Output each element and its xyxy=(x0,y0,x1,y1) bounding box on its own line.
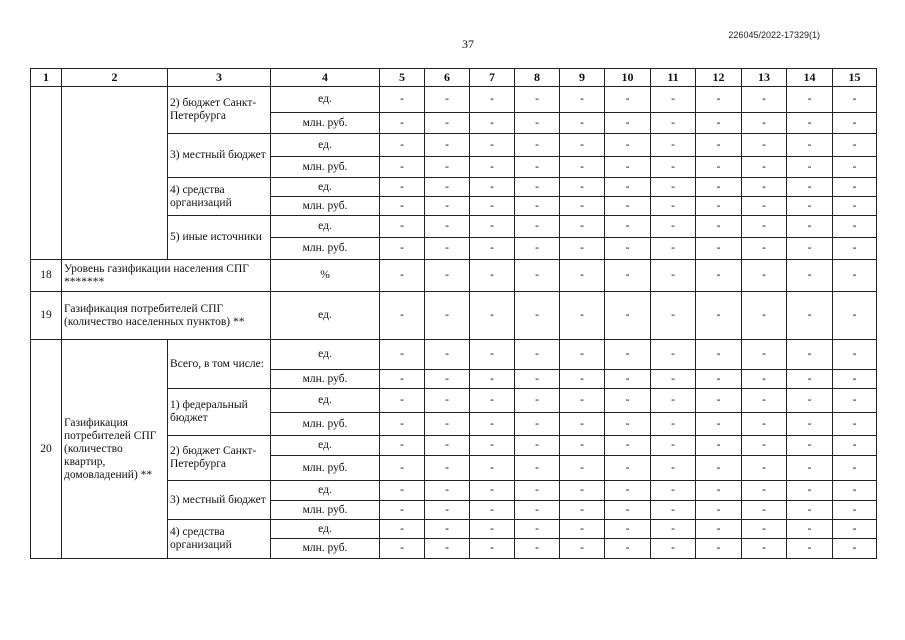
value-cell: - xyxy=(380,520,425,539)
value-cell: - xyxy=(787,340,833,370)
value-cell: - xyxy=(833,157,877,178)
value-cell: - xyxy=(833,413,877,436)
column-header: 13 xyxy=(742,69,787,87)
column-header: 2 xyxy=(62,69,168,87)
value-cell: - xyxy=(742,178,787,197)
value-cell: - xyxy=(560,481,605,501)
unit-cell: ед. xyxy=(271,520,380,539)
indicator-name-cell: Газификация потребителей СПГ (количество квартир, домовладений) ** xyxy=(62,340,168,559)
value-cell: - xyxy=(380,197,425,216)
value-cell: - xyxy=(515,113,560,134)
value-cell: - xyxy=(787,157,833,178)
column-header: 11 xyxy=(651,69,696,87)
value-cell: - xyxy=(787,370,833,389)
funding-source-label: 2) бюджет Санкт-Петербурга xyxy=(168,436,271,481)
value-cell: - xyxy=(560,87,605,113)
value-cell: - xyxy=(470,87,515,113)
value-cell: - xyxy=(560,340,605,370)
value-cell: - xyxy=(425,456,470,481)
value-cell: - xyxy=(742,501,787,520)
value-cell: - xyxy=(787,501,833,520)
value-cell: - xyxy=(515,370,560,389)
value-cell: - xyxy=(560,292,605,340)
column-header: 4 xyxy=(271,69,380,87)
page-number: 37 xyxy=(462,37,474,51)
value-cell: - xyxy=(742,87,787,113)
value-cell: - xyxy=(605,134,651,157)
value-cell: - xyxy=(515,197,560,216)
value-cell: - xyxy=(833,389,877,413)
value-cell: - xyxy=(515,456,560,481)
value-cell: - xyxy=(605,481,651,501)
value-cell: - xyxy=(605,501,651,520)
value-cell: - xyxy=(560,197,605,216)
value-cell: - xyxy=(833,113,877,134)
value-cell: - xyxy=(833,370,877,389)
table-row xyxy=(31,260,877,292)
value-cell: - xyxy=(742,197,787,216)
value-cell: - xyxy=(696,260,742,292)
value-cell: - xyxy=(380,134,425,157)
value-cell: - xyxy=(742,436,787,456)
unit-cell: ед. xyxy=(271,178,380,197)
column-header: 1 xyxy=(31,69,62,87)
column-header: 15 xyxy=(833,69,877,87)
value-cell: - xyxy=(651,216,696,238)
value-cell: - xyxy=(651,436,696,456)
value-cell: - xyxy=(833,539,877,559)
value-cell: - xyxy=(515,292,560,340)
value-cell: - xyxy=(787,87,833,113)
value-cell: - xyxy=(787,134,833,157)
value-cell: - xyxy=(515,413,560,436)
unit-cell: млн. руб. xyxy=(271,456,380,481)
value-cell: - xyxy=(470,436,515,456)
value-cell: - xyxy=(470,413,515,436)
value-cell: - xyxy=(696,238,742,260)
funding-source-label: 2) бюджет Санкт-Петербурга xyxy=(168,87,271,134)
value-cell: - xyxy=(560,157,605,178)
unit-cell: млн. руб. xyxy=(271,413,380,436)
value-cell: - xyxy=(787,238,833,260)
value-cell: - xyxy=(425,113,470,134)
unit-cell: млн. руб. xyxy=(271,238,380,260)
value-cell: - xyxy=(470,216,515,238)
value-cell: - xyxy=(696,113,742,134)
value-cell: - xyxy=(742,216,787,238)
value-cell: - xyxy=(787,178,833,197)
value-cell: - xyxy=(696,436,742,456)
value-cell: - xyxy=(515,539,560,559)
value-cell: - xyxy=(470,197,515,216)
value-cell: - xyxy=(380,370,425,389)
value-cell: - xyxy=(787,197,833,216)
funding-source-label: 3) местный бюджет xyxy=(168,481,271,520)
value-cell: - xyxy=(470,113,515,134)
value-cell: - xyxy=(560,520,605,539)
indicator-name-cell: Газификация потребителей СПГ (количество населенных пунктов) ** xyxy=(62,292,271,340)
value-cell: - xyxy=(425,197,470,216)
value-cell: - xyxy=(742,113,787,134)
value-cell: - xyxy=(425,260,470,292)
value-cell: - xyxy=(515,389,560,413)
value-cell: - xyxy=(696,413,742,436)
unit-cell: ед. xyxy=(271,481,380,501)
value-cell: - xyxy=(560,389,605,413)
value-cell: - xyxy=(696,539,742,559)
value-cell: - xyxy=(833,87,877,113)
value-cell: - xyxy=(605,413,651,436)
value-cell: - xyxy=(470,481,515,501)
funding-source-label: 4) средства организаций xyxy=(168,178,271,216)
value-cell: - xyxy=(380,87,425,113)
value-cell: - xyxy=(380,157,425,178)
column-header: 3 xyxy=(168,69,271,87)
value-cell: - xyxy=(380,178,425,197)
value-cell: - xyxy=(560,134,605,157)
value-cell: - xyxy=(560,413,605,436)
value-cell: - xyxy=(605,292,651,340)
value-cell: - xyxy=(560,113,605,134)
value-cell: - xyxy=(560,216,605,238)
value-cell: - xyxy=(651,520,696,539)
value-cell: - xyxy=(380,260,425,292)
value-cell: - xyxy=(470,157,515,178)
value-cell: - xyxy=(425,539,470,559)
document-code: 226045/2022-17329(1) xyxy=(728,30,820,40)
value-cell: - xyxy=(787,520,833,539)
value-cell: - xyxy=(651,539,696,559)
value-cell: - xyxy=(470,501,515,520)
funding-source-label: 1) федеральный бюджет xyxy=(168,389,271,436)
value-cell: - xyxy=(833,197,877,216)
value-cell: - xyxy=(651,481,696,501)
value-cell: - xyxy=(470,520,515,539)
value-cell: - xyxy=(425,157,470,178)
table-row xyxy=(31,292,877,340)
value-cell: - xyxy=(470,389,515,413)
value-cell: - xyxy=(560,436,605,456)
value-cell: - xyxy=(380,340,425,370)
value-cell: - xyxy=(515,178,560,197)
value-cell: - xyxy=(380,292,425,340)
value-cell: - xyxy=(380,413,425,436)
value-cell: - xyxy=(742,539,787,559)
value-cell: - xyxy=(696,157,742,178)
value-cell: - xyxy=(833,292,877,340)
unit-cell: ед. xyxy=(271,436,380,456)
value-cell: - xyxy=(833,456,877,481)
value-cell: - xyxy=(560,370,605,389)
value-cell: - xyxy=(605,370,651,389)
value-cell: - xyxy=(425,389,470,413)
value-cell: - xyxy=(470,178,515,197)
value-cell: - xyxy=(380,216,425,238)
value-cell: - xyxy=(425,178,470,197)
value-cell: - xyxy=(696,520,742,539)
value-cell: - xyxy=(605,238,651,260)
value-cell: - xyxy=(696,197,742,216)
value-cell: - xyxy=(651,389,696,413)
value-cell: - xyxy=(605,340,651,370)
value-cell: - xyxy=(380,389,425,413)
value-cell: - xyxy=(742,157,787,178)
value-cell: - xyxy=(742,456,787,481)
value-cell: - xyxy=(651,413,696,436)
funding-source-label: 3) местный бюджет xyxy=(168,134,271,178)
value-cell: - xyxy=(833,216,877,238)
value-cell: - xyxy=(833,481,877,501)
indicator-name-cell: Уровень газификации населения СПГ ******* xyxy=(62,260,271,292)
value-cell: - xyxy=(515,501,560,520)
value-cell: - xyxy=(651,113,696,134)
value-cell: - xyxy=(833,520,877,539)
row-number-cell: 20 xyxy=(31,340,62,559)
value-cell: - xyxy=(742,292,787,340)
value-cell: - xyxy=(470,539,515,559)
value-cell: - xyxy=(605,197,651,216)
table-row xyxy=(31,87,877,113)
value-cell: - xyxy=(470,292,515,340)
column-header: 10 xyxy=(605,69,651,87)
value-cell: - xyxy=(380,456,425,481)
value-cell: - xyxy=(651,340,696,370)
unit-cell: млн. руб. xyxy=(271,197,380,216)
funding-source-label: 5) иные источники xyxy=(168,216,271,260)
value-cell: - xyxy=(605,389,651,413)
value-cell: - xyxy=(605,260,651,292)
column-header: 12 xyxy=(696,69,742,87)
value-cell: - xyxy=(425,134,470,157)
value-cell: - xyxy=(696,216,742,238)
unit-cell: млн. руб. xyxy=(271,501,380,520)
value-cell: - xyxy=(742,134,787,157)
value-cell: - xyxy=(515,216,560,238)
value-cell: - xyxy=(380,113,425,134)
value-cell: - xyxy=(787,113,833,134)
value-cell: - xyxy=(560,501,605,520)
value-cell: - xyxy=(380,436,425,456)
value-cell: - xyxy=(425,481,470,501)
table-row xyxy=(31,340,877,370)
value-cell: - xyxy=(742,520,787,539)
value-cell: - xyxy=(696,87,742,113)
value-cell: - xyxy=(833,238,877,260)
value-cell: - xyxy=(651,292,696,340)
unit-cell: ед. xyxy=(271,340,380,370)
value-cell: - xyxy=(787,292,833,340)
unit-cell: млн. руб. xyxy=(271,157,380,178)
value-cell: - xyxy=(560,238,605,260)
value-cell: - xyxy=(515,436,560,456)
value-cell: - xyxy=(787,413,833,436)
value-cell: - xyxy=(515,520,560,539)
value-cell: - xyxy=(470,134,515,157)
value-cell: - xyxy=(833,501,877,520)
column-header: 14 xyxy=(787,69,833,87)
value-cell: - xyxy=(833,436,877,456)
value-cell: - xyxy=(696,340,742,370)
value-cell: - xyxy=(651,197,696,216)
value-cell: - xyxy=(470,340,515,370)
unit-cell: ед. xyxy=(271,87,380,113)
value-cell: - xyxy=(425,238,470,260)
value-cell: - xyxy=(380,481,425,501)
value-cell: - xyxy=(605,436,651,456)
value-cell: - xyxy=(742,481,787,501)
value-cell: - xyxy=(787,260,833,292)
value-cell: - xyxy=(696,481,742,501)
value-cell: - xyxy=(742,389,787,413)
row-number-cell: 19 xyxy=(31,292,62,340)
value-cell: - xyxy=(651,501,696,520)
value-cell: - xyxy=(833,134,877,157)
unit-cell: % xyxy=(271,260,380,292)
value-cell: - xyxy=(696,134,742,157)
unit-cell: млн. руб. xyxy=(271,370,380,389)
funding-source-label: Всего, в том числе: xyxy=(168,340,271,389)
value-cell: - xyxy=(425,501,470,520)
value-cell: - xyxy=(425,340,470,370)
indicator-table xyxy=(30,68,877,559)
value-cell: - xyxy=(696,178,742,197)
value-cell: - xyxy=(425,292,470,340)
value-cell: - xyxy=(515,260,560,292)
value-cell: - xyxy=(560,178,605,197)
value-cell: - xyxy=(515,134,560,157)
value-cell: - xyxy=(425,436,470,456)
value-cell: - xyxy=(696,389,742,413)
value-cell: - xyxy=(380,539,425,559)
value-cell: - xyxy=(742,260,787,292)
value-cell: - xyxy=(605,157,651,178)
column-header: 6 xyxy=(425,69,470,87)
value-cell: - xyxy=(605,178,651,197)
unit-cell: ед. xyxy=(271,292,380,340)
unit-cell: ед. xyxy=(271,216,380,238)
value-cell: - xyxy=(833,260,877,292)
indicator-name-cell xyxy=(62,87,168,260)
value-cell: - xyxy=(651,456,696,481)
value-cell: - xyxy=(605,539,651,559)
funding-source-label: 4) средства организаций xyxy=(168,520,271,559)
value-cell: - xyxy=(560,456,605,481)
value-cell: - xyxy=(696,292,742,340)
value-cell: - xyxy=(651,87,696,113)
value-cell: - xyxy=(515,481,560,501)
column-header: 7 xyxy=(470,69,515,87)
value-cell: - xyxy=(470,260,515,292)
value-cell: - xyxy=(651,178,696,197)
row-number-cell xyxy=(31,87,62,260)
unit-cell: ед. xyxy=(271,134,380,157)
value-cell: - xyxy=(470,238,515,260)
value-cell: - xyxy=(515,340,560,370)
value-cell: - xyxy=(787,539,833,559)
value-cell: - xyxy=(787,481,833,501)
value-cell: - xyxy=(425,216,470,238)
value-cell: - xyxy=(651,260,696,292)
value-cell: - xyxy=(605,456,651,481)
value-cell: - xyxy=(833,340,877,370)
value-cell: - xyxy=(742,413,787,436)
column-number-row xyxy=(31,69,877,87)
value-cell: - xyxy=(787,456,833,481)
value-cell: - xyxy=(515,157,560,178)
value-cell: - xyxy=(742,370,787,389)
value-cell: - xyxy=(787,436,833,456)
value-cell: - xyxy=(696,370,742,389)
value-cell: - xyxy=(605,216,651,238)
column-header: 8 xyxy=(515,69,560,87)
value-cell: - xyxy=(425,520,470,539)
value-cell: - xyxy=(605,113,651,134)
column-header: 9 xyxy=(560,69,605,87)
value-cell: - xyxy=(651,238,696,260)
value-cell: - xyxy=(787,216,833,238)
unit-cell: млн. руб. xyxy=(271,113,380,134)
value-cell: - xyxy=(560,260,605,292)
value-cell: - xyxy=(380,238,425,260)
value-cell: - xyxy=(742,238,787,260)
value-cell: - xyxy=(833,178,877,197)
value-cell: - xyxy=(560,539,605,559)
value-cell: - xyxy=(425,87,470,113)
unit-cell: млн. руб. xyxy=(271,539,380,559)
value-cell: - xyxy=(651,370,696,389)
value-cell: - xyxy=(651,134,696,157)
value-cell: - xyxy=(425,413,470,436)
value-cell: - xyxy=(696,501,742,520)
value-cell: - xyxy=(380,501,425,520)
value-cell: - xyxy=(742,340,787,370)
value-cell: - xyxy=(651,157,696,178)
value-cell: - xyxy=(605,87,651,113)
value-cell: - xyxy=(470,456,515,481)
value-cell: - xyxy=(787,389,833,413)
column-header: 5 xyxy=(380,69,425,87)
value-cell: - xyxy=(470,370,515,389)
value-cell: - xyxy=(515,87,560,113)
value-cell: - xyxy=(696,456,742,481)
unit-cell: ед. xyxy=(271,389,380,413)
row-number-cell: 18 xyxy=(31,260,62,292)
value-cell: - xyxy=(605,520,651,539)
value-cell: - xyxy=(425,370,470,389)
value-cell: - xyxy=(515,238,560,260)
